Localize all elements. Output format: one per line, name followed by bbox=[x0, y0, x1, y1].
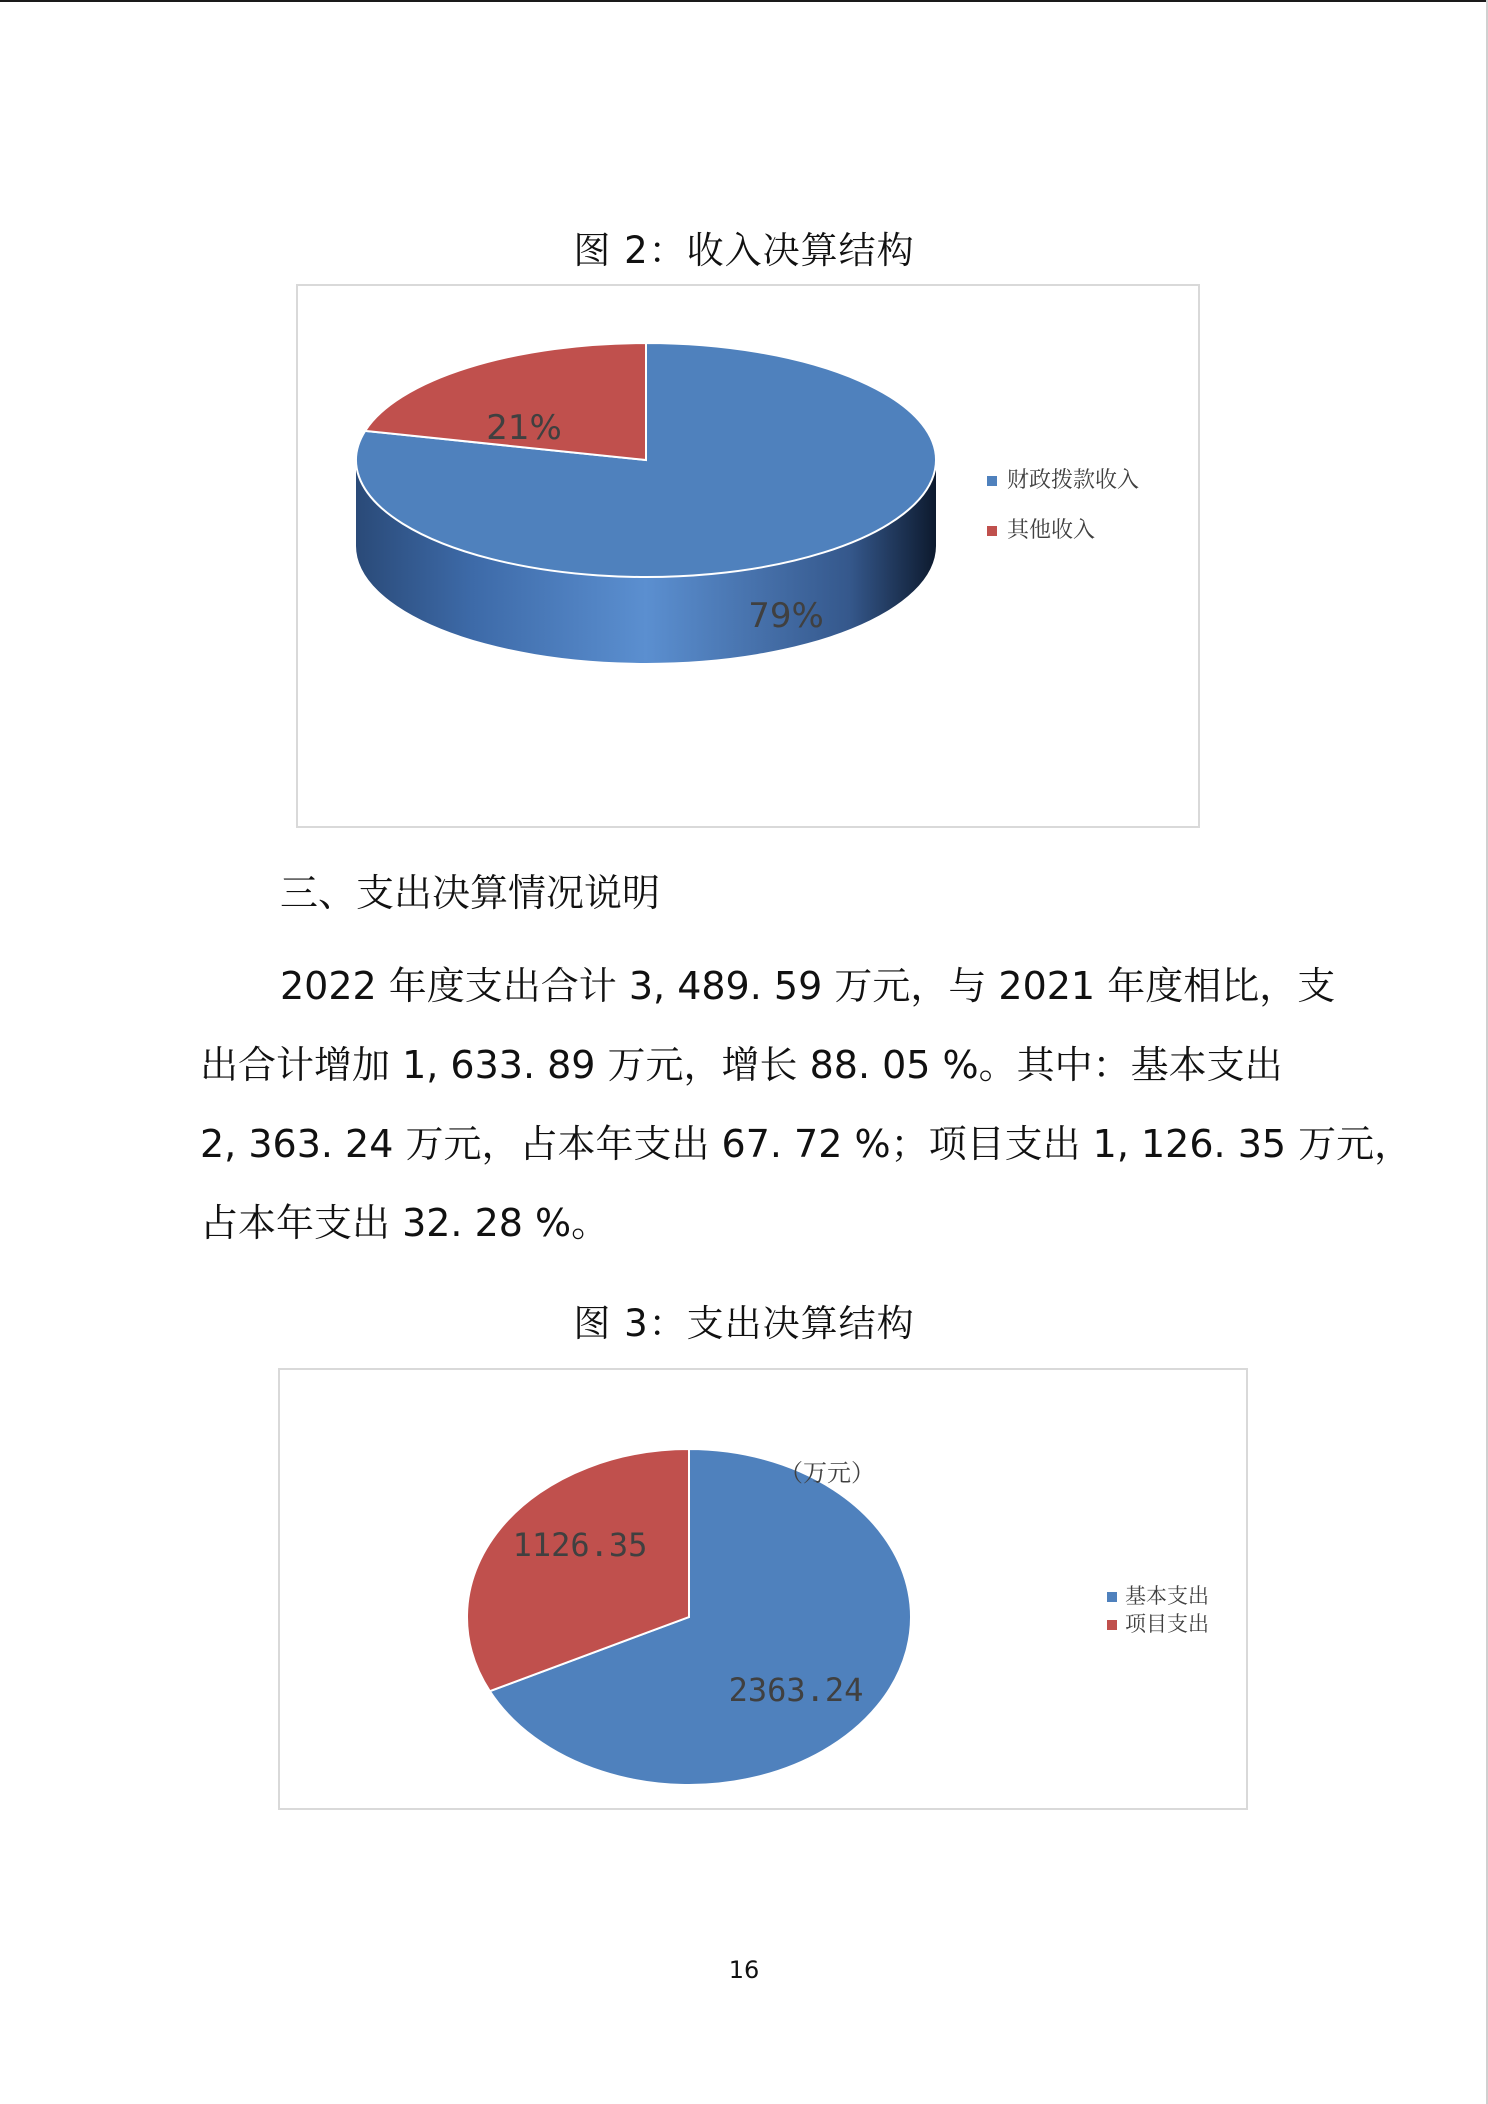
figure2-legend-swatch-0 bbox=[987, 476, 997, 486]
section-heading: 三、支出决算情况说明 bbox=[280, 871, 661, 915]
page-top-border bbox=[0, 0, 1488, 2]
figure3-unit-label: （万元） bbox=[779, 1459, 875, 1487]
figure2-legend-label-0: 财政拨款收入 bbox=[1007, 468, 1140, 493]
figure3-legend-label-1: 项目支出 bbox=[1125, 1612, 1209, 1636]
paragraph-line-3: 2, 363. 24 万元，占本年支出 67. 72 %；项目支出 1, 126. 35 万元， bbox=[200, 1122, 1413, 1166]
figure3-legend-swatch-0 bbox=[1107, 1592, 1117, 1602]
figure2-pie-svg bbox=[298, 286, 1198, 826]
figure2-legend-swatch-1 bbox=[987, 526, 997, 536]
figure2-data-label-1: 21% bbox=[486, 408, 562, 448]
figure2-data-label-0: 79% bbox=[748, 596, 824, 636]
paragraph-line-1: 2022 年度支出合计 3, 489. 59 万元，与 2021 年度相比，支 bbox=[280, 964, 1336, 1008]
figure3-data-label-1: 1126.35 bbox=[512, 1526, 648, 1564]
figure3-title: 图 3：支出决算结构 bbox=[573, 1302, 915, 1345]
figure3-data-label-0: 2363.24 bbox=[728, 1671, 864, 1709]
figure2-title: 图 2：收入决算结构 bbox=[573, 229, 915, 272]
figure3-chart bbox=[278, 1368, 1248, 1810]
figure3-legend-swatch-1 bbox=[1107, 1620, 1117, 1630]
expenditure-paragraph bbox=[200, 947, 1413, 1263]
figure3-pie-svg bbox=[280, 1370, 1246, 1808]
figure2-chart bbox=[296, 284, 1200, 828]
figure2-legend-label-1: 其他收入 bbox=[1007, 518, 1096, 543]
paragraph-line-4: 占本年支出 32. 28 %。 bbox=[200, 1201, 610, 1245]
page-number: 16 bbox=[728, 1956, 760, 1984]
paragraph-line-2: 出合计增加 1, 633. 89 万元，增长 88. 05 %。其中：基本支出 bbox=[200, 1043, 1283, 1087]
figure3-legend-label-0: 基本支出 bbox=[1125, 1584, 1209, 1608]
